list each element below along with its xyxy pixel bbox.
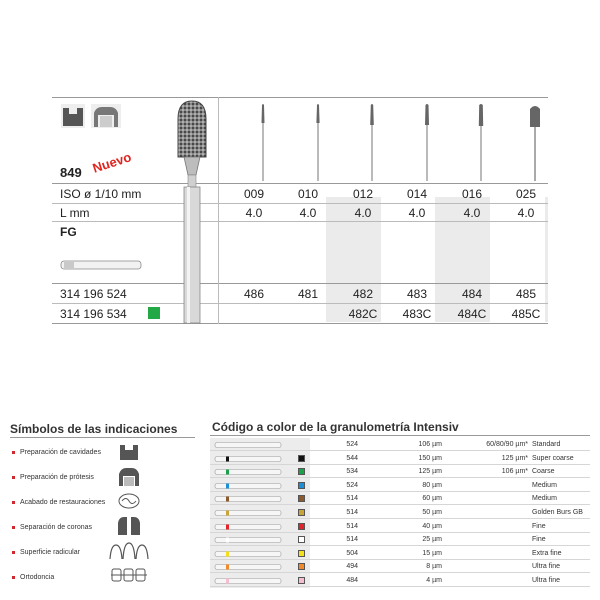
grit-row xyxy=(210,494,590,505)
grit-name: Fine xyxy=(532,536,546,544)
symbol-item: Ortodoncia xyxy=(12,574,54,581)
grit-row xyxy=(210,535,590,546)
length-value: 4.0 xyxy=(354,206,372,220)
ref-524-value: 483 xyxy=(406,287,428,301)
bur-shank-icon xyxy=(214,563,284,571)
row-line-length xyxy=(52,221,548,222)
root-surface-icon xyxy=(108,541,150,561)
coarse-color-marker xyxy=(148,307,160,319)
length-value: 4.0 xyxy=(245,206,263,220)
iso-value: 009 xyxy=(243,187,265,201)
grit-code: 524 xyxy=(346,441,358,448)
grit-name: Standard xyxy=(532,441,561,448)
grit-row xyxy=(210,522,590,533)
bur-shank-icon xyxy=(214,455,284,463)
grit-title-rule xyxy=(210,435,590,436)
grit-color-swatch xyxy=(298,563,305,570)
grit-row xyxy=(210,576,590,587)
grit-code: 524 xyxy=(346,481,358,489)
bur-illustration xyxy=(172,99,218,324)
length-value: 4.0 xyxy=(517,206,535,220)
bottom-border xyxy=(52,323,548,324)
fg-shank-icon xyxy=(60,259,146,271)
symbol-item: Acabado de restauraciones xyxy=(12,499,105,506)
bur-shank-icon xyxy=(214,495,284,503)
cavity-prep-icon xyxy=(60,103,86,129)
grit-name: Fine xyxy=(532,522,546,530)
grit-alt-size: 125 µm* xyxy=(501,454,528,462)
symbol-item: Separación de coronas xyxy=(12,524,92,531)
length-value: 4.0 xyxy=(299,206,317,220)
cavity-prep-icon xyxy=(118,442,140,462)
grit-name: Ultra fine xyxy=(532,563,561,571)
grit-row xyxy=(210,467,590,478)
grit-code: 514 xyxy=(346,495,358,503)
row-line-524 xyxy=(52,303,548,304)
bur-shank-icon xyxy=(214,523,284,531)
length-row-label: L mm xyxy=(60,206,90,220)
grit-name: Golden Burs GB xyxy=(532,509,583,516)
prosthesis-prep-icon xyxy=(90,103,122,129)
iso-value: 014 xyxy=(406,187,428,201)
ref-524-value: 484 xyxy=(461,287,483,301)
grit-code: 484 xyxy=(346,577,358,584)
bur-size-014 xyxy=(422,103,432,183)
bur-size-025 xyxy=(528,103,542,183)
length-value: 4.0 xyxy=(408,206,426,220)
crown-separation-icon xyxy=(116,515,142,537)
grit-code: 534 xyxy=(346,468,358,476)
grit-row xyxy=(210,454,590,465)
row-line-fg xyxy=(52,283,548,284)
top-border xyxy=(52,97,548,98)
symbol-item: Preparación de cavidades xyxy=(12,449,101,456)
header-border xyxy=(52,183,548,184)
grit-name: Medium xyxy=(532,495,557,503)
grit-title: Código a color de la granulometría Intensiv xyxy=(212,420,459,434)
grit-size: 25 µm xyxy=(422,536,442,544)
grit-name: Extra fine xyxy=(532,549,562,557)
orthodontics-icon xyxy=(110,566,148,584)
grit-size: 4 µm xyxy=(426,577,442,584)
iso-value: 010 xyxy=(297,187,319,201)
ref-524-value: 482 xyxy=(352,287,374,301)
grit-name: Coarse xyxy=(532,468,555,476)
bur-size-016 xyxy=(476,103,486,183)
grit-row xyxy=(210,440,590,451)
bur-shank-icon xyxy=(214,577,284,585)
iso-value: 016 xyxy=(461,187,483,201)
grit-size: 60 µm xyxy=(422,495,442,503)
grit-code: 494 xyxy=(346,563,358,571)
grit-color-swatch xyxy=(298,482,305,489)
bur-shank-icon xyxy=(214,509,284,517)
bur-shank-icon xyxy=(214,441,284,449)
grit-size: 106 µm xyxy=(418,441,442,448)
grit-code: 514 xyxy=(346,522,358,530)
ref-534-value: 482C xyxy=(348,307,378,321)
shank-type-label: FG xyxy=(60,225,77,239)
grit-name: Super coarse xyxy=(532,454,574,462)
iso-value: 012 xyxy=(352,187,374,201)
grit-color-swatch xyxy=(298,455,305,462)
grit-size: 15 µm xyxy=(422,549,442,557)
product-table xyxy=(52,97,548,324)
grit-code: 544 xyxy=(346,454,358,462)
ref-524-value: 486 xyxy=(243,287,265,301)
grit-name: Ultra fine xyxy=(532,577,561,584)
ref-534-value: 485C xyxy=(511,307,541,321)
symbol-item: Superficie radicular xyxy=(12,549,80,556)
grit-code: 514 xyxy=(346,509,358,516)
symbol-item: Preparación de prótesis xyxy=(12,474,94,481)
grit-alt-size: 106 µm* xyxy=(501,468,528,476)
grit-color-swatch xyxy=(298,495,305,502)
row-line-iso xyxy=(52,203,548,204)
iso-value: 025 xyxy=(515,187,537,201)
bur-size-009 xyxy=(258,103,268,183)
grit-row xyxy=(210,562,590,573)
grit-size: 125 µm xyxy=(418,468,442,476)
label-column-divider xyxy=(218,97,219,324)
grit-color-swatch xyxy=(298,468,305,475)
grit-name: Medium xyxy=(532,481,557,489)
prosthesis-prep-icon xyxy=(117,466,141,488)
bur-size-010 xyxy=(313,103,323,183)
grit-size: 50 µm xyxy=(422,509,442,516)
ref-524-value: 485 xyxy=(515,287,537,301)
grit-row xyxy=(210,481,590,492)
symbols-title: Símbolos de las indicaciones xyxy=(10,422,178,436)
grit-color-swatch xyxy=(298,509,305,516)
grit-size: 40 µm xyxy=(422,522,442,530)
grit-color-swatch xyxy=(298,523,305,530)
ref-534-value: 484C xyxy=(457,307,487,321)
symbols-title-rule xyxy=(10,437,195,438)
ref-524-row-label: 314 196 524 xyxy=(60,287,127,301)
bur-shank-icon xyxy=(214,550,284,558)
grit-row xyxy=(210,508,590,519)
grit-size: 80 µm xyxy=(422,481,442,489)
length-value: 4.0 xyxy=(463,206,481,220)
bur-size-012 xyxy=(367,103,377,183)
ref-524-value: 481 xyxy=(297,287,319,301)
iso-row-label: ISO ø 1/10 mm xyxy=(60,187,142,201)
product-number: 849 xyxy=(60,165,82,180)
bur-shank-icon xyxy=(214,536,284,544)
grit-size: 150 µm xyxy=(418,454,442,462)
new-label: Nuevo xyxy=(90,149,134,176)
grit-code: 504 xyxy=(346,549,358,557)
grit-row xyxy=(210,549,590,560)
grit-alt-size: 60/80/90 µm* xyxy=(486,441,528,448)
restoration-finishing-icon xyxy=(117,492,141,510)
bur-shank-icon xyxy=(214,482,284,490)
ref-534-value: 483C xyxy=(402,307,432,321)
grit-code: 514 xyxy=(346,536,358,544)
ref-534-row-label: 314 196 534 xyxy=(60,307,127,321)
bur-shank-icon xyxy=(214,468,284,476)
grit-color-swatch xyxy=(298,577,305,584)
grit-color-swatch xyxy=(298,536,305,543)
grit-color-swatch xyxy=(298,550,305,557)
grit-size: 8 µm xyxy=(426,563,442,571)
